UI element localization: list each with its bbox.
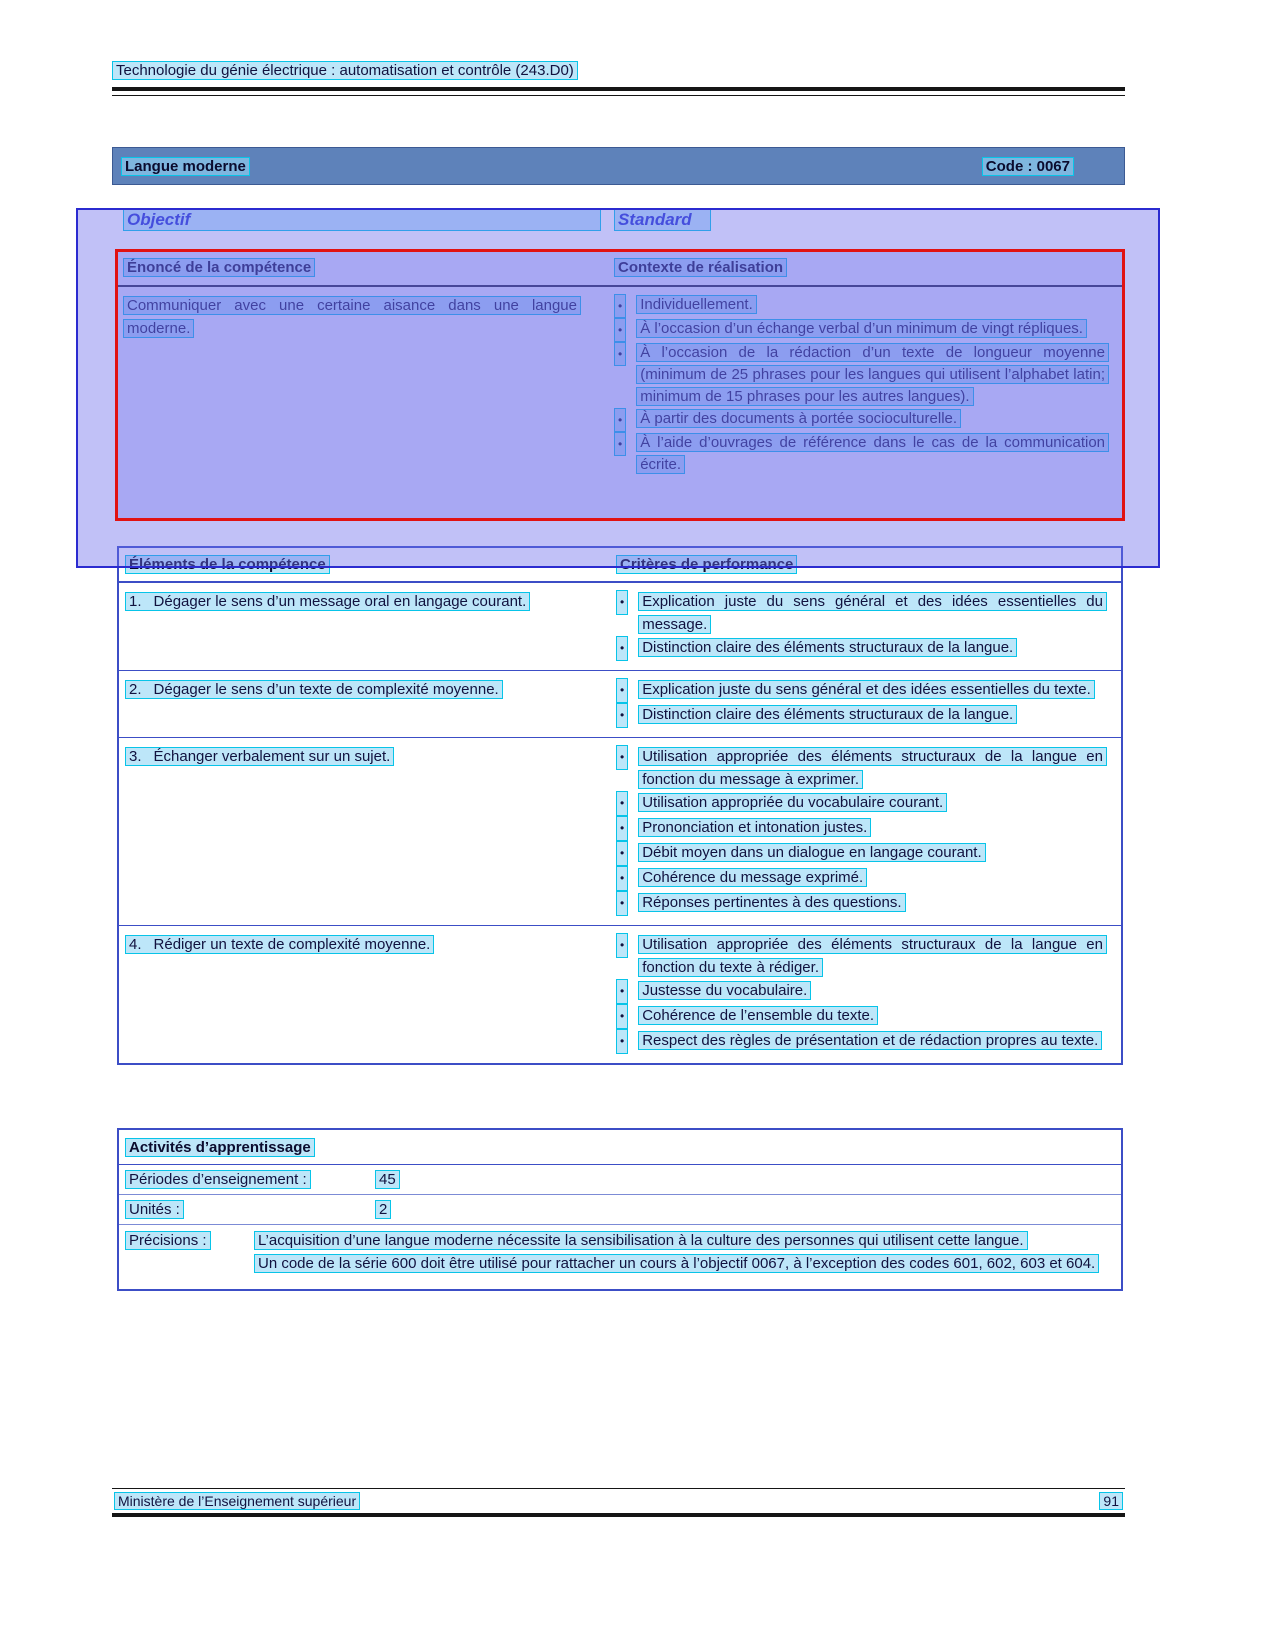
criteria-text: Cohérence de l’ensemble du texte. bbox=[638, 1006, 878, 1025]
document-header bbox=[112, 62, 1125, 79]
enonce-right-header-cell bbox=[614, 259, 1117, 276]
document-title: Technologie du génie électrique : automatisation et contrôle (243.D0) bbox=[112, 61, 578, 80]
context-item-text-wrap bbox=[636, 294, 1123, 316]
context-list bbox=[614, 294, 1123, 476]
criteria-text-wrap bbox=[638, 745, 1121, 791]
element-number: 3. bbox=[129, 748, 142, 765]
criteria-item bbox=[616, 678, 1121, 703]
enonce-left-header: Énoncé de la compétence bbox=[123, 258, 315, 277]
units-value-cell bbox=[375, 1198, 1115, 1221]
bullet-icon: • bbox=[614, 318, 626, 342]
elements-right-header: Critères de performance bbox=[616, 555, 797, 574]
criteria-text: Débit moyen dans un dialogue en langage courant. bbox=[638, 843, 985, 862]
element-label: Dégager le sens d’un texte de complexité moyenne. bbox=[153, 681, 499, 698]
footer-row bbox=[112, 1489, 1125, 1513]
criteria-text-wrap bbox=[638, 891, 1121, 914]
context-item-text-wrap bbox=[636, 408, 1123, 430]
precisions-row bbox=[119, 1225, 1121, 1289]
criteria-text-wrap bbox=[638, 678, 1121, 701]
element-cell bbox=[125, 678, 616, 728]
header-rule bbox=[112, 87, 1125, 96]
element-text bbox=[125, 747, 394, 766]
element-number: 2. bbox=[129, 681, 142, 698]
context-item bbox=[614, 342, 1123, 408]
bullet-icon: • bbox=[616, 979, 628, 1004]
activities-title-row bbox=[119, 1130, 1121, 1165]
element-row bbox=[119, 737, 1121, 925]
criteria-text-wrap bbox=[638, 636, 1121, 659]
context-item bbox=[614, 318, 1123, 342]
context-item-text-wrap bbox=[636, 318, 1123, 340]
bullet-icon: • bbox=[614, 294, 626, 318]
bullet-icon: • bbox=[616, 590, 628, 615]
course-code: Code : 0067 bbox=[982, 157, 1074, 176]
enonce-left-header-cell bbox=[123, 259, 614, 276]
element-cell bbox=[125, 933, 616, 1054]
criteria-text: Justesse du vocabulaire. bbox=[638, 981, 811, 1000]
criteria-text-wrap bbox=[638, 979, 1121, 1002]
criteria-text: Cohérence du message exprimé. bbox=[638, 868, 867, 887]
spacer bbox=[142, 936, 154, 953]
element-number: 1. bbox=[129, 593, 142, 610]
precisions-paragraph bbox=[254, 1229, 1105, 1252]
elements-left-header: Éléments de la compétence bbox=[125, 555, 330, 574]
bullet-icon: • bbox=[616, 933, 628, 958]
criteria-item bbox=[616, 636, 1121, 661]
units-label: Unités : bbox=[125, 1200, 184, 1219]
spacer bbox=[142, 593, 154, 610]
criteria-item bbox=[616, 1004, 1121, 1029]
learning-activities-box bbox=[117, 1128, 1123, 1291]
criteria-item bbox=[616, 745, 1121, 791]
enonce-right-header: Contexte de réalisation bbox=[614, 258, 787, 277]
footer-ministry: Ministère de l’Enseignement supérieur bbox=[114, 1492, 360, 1510]
bullet-icon: • bbox=[616, 1004, 628, 1029]
context-item-text: Individuellement. bbox=[636, 295, 757, 314]
criteria-text-wrap bbox=[638, 841, 1121, 864]
bullet-icon: • bbox=[616, 703, 628, 728]
bullet-icon: • bbox=[614, 432, 626, 456]
competency-statement bbox=[123, 294, 585, 476]
precisions-text-cell bbox=[254, 1229, 1115, 1275]
context-item bbox=[614, 432, 1123, 476]
competency-statement-text: Communiquer avec une certaine aisance dans une langue moderne. bbox=[123, 296, 581, 338]
element-text bbox=[125, 680, 503, 699]
criteria-item bbox=[616, 703, 1121, 728]
context-item-text-wrap bbox=[636, 432, 1123, 476]
context-item-text: À l’aide d’ouvrages de référence dans le cas de la communication écrite. bbox=[636, 433, 1109, 474]
criteria-text: Réponses pertinentes à des questions. bbox=[638, 893, 905, 912]
spacer bbox=[142, 748, 154, 765]
bullet-icon: • bbox=[616, 678, 628, 703]
criteria-text: Utilisation appropriée des éléments structuraux de la langue en fonction du texte à rédiger. bbox=[638, 935, 1107, 977]
units-row bbox=[119, 1195, 1121, 1225]
criteria-text-wrap bbox=[638, 816, 1121, 839]
bullet-icon: • bbox=[616, 816, 628, 841]
criteria-item bbox=[616, 841, 1121, 866]
precisions-paragraph bbox=[254, 1252, 1105, 1275]
course-title: Langue moderne bbox=[121, 157, 250, 176]
bullet-icon: • bbox=[614, 342, 626, 366]
criteria-text-wrap bbox=[638, 1029, 1121, 1052]
criteria-item bbox=[616, 1029, 1121, 1054]
criteria-item bbox=[616, 791, 1121, 816]
units-label-cell bbox=[125, 1198, 375, 1221]
precisions-label: Précisions : bbox=[125, 1231, 211, 1250]
element-text bbox=[125, 592, 530, 611]
course-bar bbox=[112, 147, 1125, 185]
standard-heading-cell bbox=[614, 209, 1123, 231]
enonce-body-row bbox=[117, 287, 1123, 486]
criteria-text: Utilisation appropriée du vocabulaire courant. bbox=[638, 793, 947, 812]
element-text bbox=[125, 935, 434, 954]
criteria-text-wrap bbox=[638, 703, 1121, 726]
criteria-text: Distinction claire des éléments structuraux de la langue. bbox=[638, 638, 1017, 657]
bullet-icon: • bbox=[616, 866, 628, 891]
criteria-text: Respect des règles de présentation et de rédaction propres au texte. bbox=[638, 1031, 1102, 1050]
precisions-paragraph-text: Un code de la série 600 doit être utilisé pour rattacher un cours à l’objectif 0067, à l’exception des codes 601, 602, 603 et 604. bbox=[254, 1254, 1099, 1273]
criteria-text: Explication juste du sens général et des idées essentielles du message. bbox=[638, 592, 1107, 634]
activities-title: Activités d’apprentissage bbox=[125, 1138, 315, 1157]
precisions-label-cell bbox=[125, 1229, 254, 1275]
criteria-text-wrap bbox=[638, 590, 1121, 636]
criteria-text: Prononciation et intonation justes. bbox=[638, 818, 871, 837]
element-cell bbox=[125, 590, 616, 661]
criteria-text: Utilisation appropriée des éléments structuraux de la langue en fonction du message à exprimer. bbox=[638, 747, 1107, 789]
criteria-item bbox=[616, 816, 1121, 841]
criteria-list bbox=[616, 933, 1121, 1054]
objective-standard-row bbox=[117, 209, 1123, 231]
criteria-list bbox=[616, 590, 1121, 661]
spacer bbox=[142, 681, 154, 698]
criteria-item bbox=[616, 979, 1121, 1004]
enonce-header-row bbox=[117, 251, 1123, 287]
criteria-text-wrap bbox=[638, 791, 1121, 814]
elements-left-header-cell bbox=[125, 556, 616, 573]
criteria-item bbox=[616, 891, 1121, 916]
periods-value-cell bbox=[375, 1168, 1115, 1191]
bullet-icon: • bbox=[616, 891, 628, 916]
criteria-text: Distinction claire des éléments structuraux de la langue. bbox=[638, 705, 1017, 724]
objective-heading: Objectif bbox=[123, 209, 601, 231]
criteria-text: Explication juste du sens général et des idées essentielles du texte. bbox=[638, 680, 1095, 699]
competency-statement-table bbox=[117, 251, 1123, 486]
footer-page-number: 91 bbox=[1099, 1492, 1123, 1510]
periods-value: 45 bbox=[375, 1170, 400, 1189]
element-row bbox=[119, 583, 1121, 670]
objective-heading-cell bbox=[123, 209, 614, 231]
criteria-list bbox=[616, 745, 1121, 916]
standard-heading: Standard bbox=[614, 209, 711, 231]
context-item bbox=[614, 408, 1123, 432]
element-label: Rédiger un texte de complexité moyenne. bbox=[153, 936, 431, 953]
periods-label: Périodes d’enseignement : bbox=[125, 1170, 311, 1189]
element-cell bbox=[125, 745, 616, 916]
criteria-item bbox=[616, 933, 1121, 979]
criteria-item bbox=[616, 866, 1121, 891]
bullet-icon: • bbox=[616, 791, 628, 816]
criteria-text-wrap bbox=[638, 1004, 1121, 1027]
criteria-item bbox=[616, 590, 1121, 636]
precisions-paragraph-text: L’acquisition d’une langue moderne nécessite la sensibilisation à la culture des personnes qui utilisent cette langue. bbox=[254, 1231, 1028, 1250]
bullet-icon: • bbox=[616, 841, 628, 866]
units-value: 2 bbox=[375, 1200, 391, 1219]
context-item-text: À l’occasion d’un échange verbal d’un minimum de vingt répliques. bbox=[636, 319, 1087, 338]
context-item-text: À l’occasion de la rédaction d’un texte de longueur moyenne (minimum de 25 phrases pour les langues qui utilisent l’alphabet latin; minimum de 15 phrases pour les autres langues). bbox=[636, 343, 1109, 406]
element-label: Dégager le sens d’un message oral en langage courant. bbox=[153, 593, 527, 610]
criteria-text-wrap bbox=[638, 866, 1121, 889]
elements-header-row bbox=[119, 548, 1121, 583]
bullet-icon: • bbox=[616, 1029, 628, 1054]
bullet-icon: • bbox=[616, 636, 628, 661]
elements-right-header-cell bbox=[616, 556, 1115, 573]
element-label: Échanger verbalement sur un sujet. bbox=[153, 748, 391, 765]
element-number: 4. bbox=[129, 936, 142, 953]
context-item-text: À partir des documents à portée socioculturelle. bbox=[636, 409, 961, 428]
periods-label-cell bbox=[125, 1168, 375, 1191]
page-footer bbox=[112, 1488, 1125, 1517]
bullet-icon: • bbox=[614, 408, 626, 432]
element-row bbox=[119, 670, 1121, 737]
elements-criteria-table bbox=[117, 546, 1123, 1065]
bullet-icon: • bbox=[616, 745, 628, 770]
criteria-text-wrap bbox=[638, 933, 1121, 979]
periods-row bbox=[119, 1165, 1121, 1195]
context-item-text-wrap bbox=[636, 342, 1123, 408]
context-item bbox=[614, 294, 1123, 318]
element-row bbox=[119, 925, 1121, 1063]
footer-rule bbox=[112, 1513, 1125, 1517]
criteria-list bbox=[616, 678, 1121, 728]
